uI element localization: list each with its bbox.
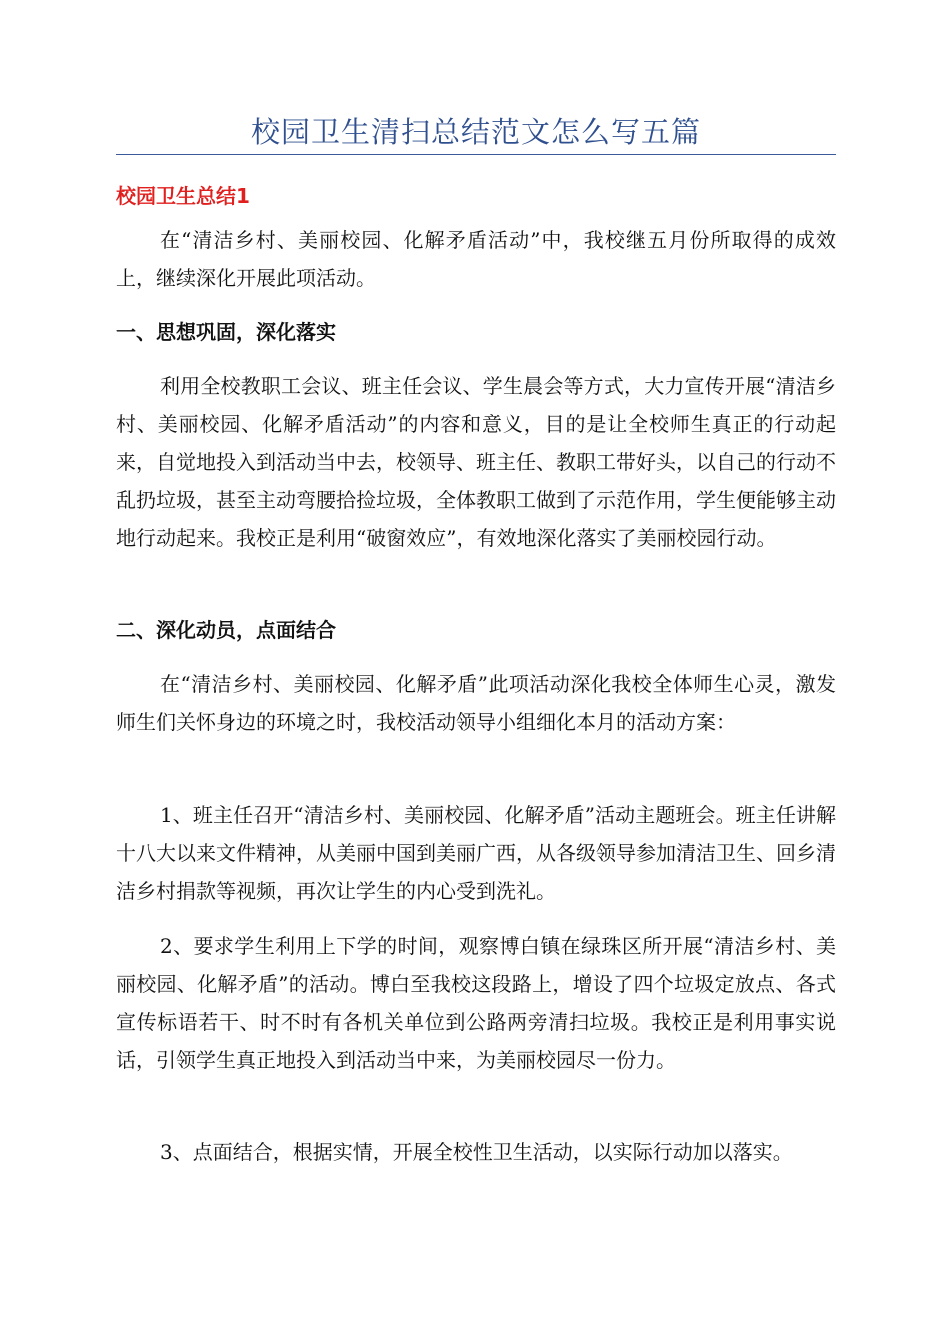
title-divider	[116, 154, 836, 155]
intro-paragraph: 在“清洁乡村、美丽校园、化解矛盾活动”中，我校继五月份所取得的成效上，继续深化开展此项活动。	[116, 228, 836, 290]
section-title: 校园卫生总结1	[116, 184, 250, 208]
document-title: 校园卫生清扫总结范文怎么写五篇	[250, 115, 701, 149]
list-item-3: 3、点面结合，根据实情，开展全校性卫生活动，以实际行动加以落实。	[160, 1140, 793, 1164]
list-item-2: 2、要求学生利用上下学的时间，观察博白镇在绿珠区所开展“清洁乡村、美丽校园、化解矛盾”的活动。博白至我校这段路上，增设了四个垃圾定放点、各式宣传标语若干、时不时有各机关单位到公路两旁清扫垃圾。我校正是利用事实说话，引领学生真正地投入到活动当中来，为美丽校园尽一份力。	[116, 934, 836, 1072]
heading-2: 二、深化动员，点面结合	[116, 618, 336, 642]
paragraph-2: 在“清洁乡村、美丽校园、化解矛盾”此项活动深化我校全体师生心灵，激发师生们关怀身边的环境之时，我校活动领导小组细化本月的活动方案：	[116, 672, 836, 734]
paragraph-1: 利用全校教职工会议、班主任会议、学生晨会等方式，大力宣传开展“清洁乡村、美丽校园、化解矛盾活动”的内容和意义，目的是让全校师生真正的行动起来，自觉地投入到活动当中去，校领导、班主任、教职工带好头，以自己的行动不乱扔垃圾，甚至主动弯腰拾捡垃圾，全体教职工做到了示范作用，学生便能够主动地行动起来。我校正是利用“破窗效应”，有效地深化落实了美丽校园行动。	[116, 374, 836, 550]
list-item-1: 1、班主任召开“清洁乡村、美丽校园、化解矛盾”活动主题班会。班主任讲解十八大以来文件精神，从美丽中国到美丽广西，从各级领导参加清洁卫生、回乡清洁乡村捐款等视频，再次让学生的内心受到洗礼。	[116, 803, 836, 903]
heading-1: 一、思想巩固，深化落实	[116, 320, 336, 344]
